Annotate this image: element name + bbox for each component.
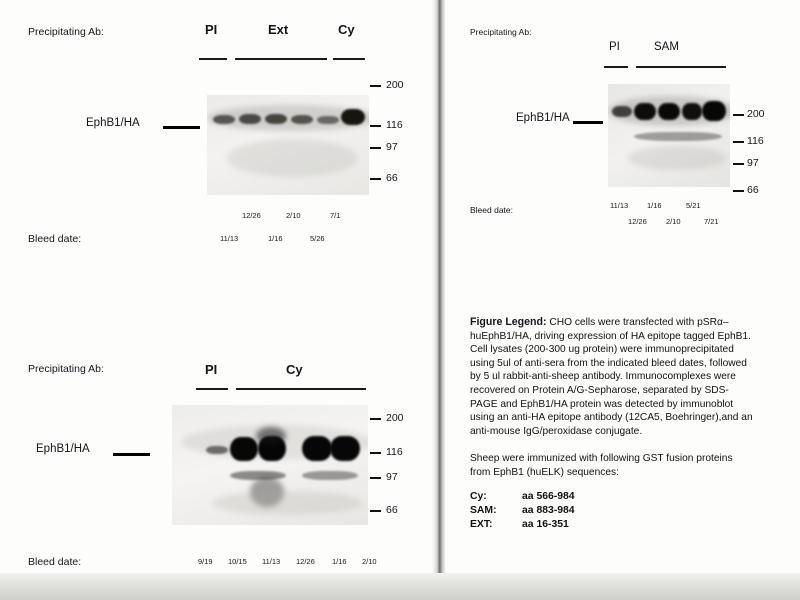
- marker-tick: [370, 147, 381, 149]
- group-rule-cy-top-left: [333, 58, 365, 60]
- band: [291, 115, 313, 124]
- legend-line: using 5ul of anti-sera from the indicated bleed dates, followed: [470, 357, 747, 369]
- bleed-date-label-top-right: Bleed date:: [470, 205, 514, 215]
- blot-image-bottom-left: [172, 405, 368, 525]
- legend-line: recovered on Protein A/G-Sepharose, separated by SDS-: [470, 384, 729, 396]
- marker-label-97-top-right: 97: [747, 157, 759, 169]
- bleed-date-upper: 2/10: [286, 211, 301, 220]
- antibody-group-cy-top-left: Cy: [338, 22, 355, 37]
- marker-tick: [370, 85, 381, 87]
- panel-top-right: [446, 0, 800, 260]
- precipitating-ab-label-top-right: Precipitating Ab:: [470, 27, 532, 37]
- bleed-date-label-bottom-left: Bleed date:: [28, 556, 82, 568]
- bleed-date-upper: 7/1: [330, 211, 341, 220]
- protein-pointer-bottom-left: [113, 453, 150, 456]
- immunogen-range: aa 566-984: [522, 490, 575, 502]
- antibody-group-ext-top-left: Ext: [268, 22, 289, 37]
- band: [330, 436, 360, 461]
- bleed-date-lower: 5/26: [310, 234, 325, 243]
- band: [206, 446, 228, 454]
- marker-label-66-bottom-left: 66: [386, 504, 398, 516]
- bleed-date-upper: 12/26: [242, 211, 261, 220]
- group-rule-pi-top-right: [604, 66, 628, 68]
- marker-label-200-top-right: 200: [747, 108, 765, 120]
- band: [302, 436, 332, 461]
- band: [230, 437, 258, 461]
- legend-line: CHO cells were transfected with pSRα–: [549, 317, 729, 328]
- band: [317, 116, 339, 124]
- group-rule-sam-top-right: [636, 66, 726, 68]
- legend-line: huEphB1/HA, driving expression of HA epitope tagged EphB1.: [470, 330, 751, 342]
- marker-tick: [370, 178, 381, 180]
- marker-label-200-bottom-left: 200: [386, 412, 404, 424]
- legend-line: by 5 ul rabbit-anti-sheep antibody. Immunocomplexes were: [470, 371, 736, 383]
- group-rule-cy-bottom-left: [236, 388, 366, 390]
- marker-label-116-top-left: 116: [386, 119, 403, 131]
- antibody-group-sam-top-right: SAM: [654, 41, 679, 53]
- legend-heading: Figure Legend:: [470, 316, 547, 328]
- marker-tick: [370, 125, 381, 127]
- panel-top-left: [0, 0, 432, 270]
- marker-label-66-top-right: 66: [747, 184, 759, 196]
- marker-tick: [370, 477, 381, 479]
- protein-pointer-top-left: [163, 126, 200, 129]
- legend-first-line: [470, 316, 780, 330]
- panel-bottom-left: [0, 340, 432, 580]
- group-rule-ext-top-left: [235, 58, 327, 60]
- legend-line: using an anti-HA epitope antibody (12CA5, Boehringer),and an: [470, 412, 753, 424]
- protein-pointer-top-right: [573, 121, 603, 124]
- immunogen-name: SAM:: [470, 504, 497, 516]
- page-fold-shadow: [432, 0, 446, 600]
- precipitating-ab-label-bottom-left: Precipitating Ab:: [28, 363, 104, 375]
- marker-label-116-top-right: 116: [747, 135, 764, 147]
- bleed-date: 2/10: [362, 557, 377, 566]
- legend-line: PAGE and EphB1/HA protein was detected by immunoblot: [470, 398, 734, 410]
- blot-image-top-left: [207, 95, 369, 195]
- band: [682, 103, 702, 120]
- bleed-date-upper: 1/16: [647, 201, 662, 210]
- bleed-date: 10/15: [228, 557, 247, 566]
- bleed-date-lower: 12/26: [628, 217, 647, 226]
- band: [612, 106, 632, 117]
- band: [658, 103, 680, 120]
- bleed-date-lower: 11/13: [220, 234, 239, 243]
- antibody-group-pi-top-left: PI: [205, 22, 218, 37]
- marker-tick: [733, 114, 744, 116]
- immunogen-row: [470, 490, 780, 504]
- immunogen-intro-line: from EphB1 (huELK) sequences:: [470, 466, 619, 478]
- band: [213, 115, 235, 124]
- bleed-date-upper: 5/21: [686, 201, 701, 210]
- band: [634, 103, 656, 120]
- immunogen-name: Cy:: [470, 490, 487, 502]
- bleed-date-label-top-left: Bleed date:: [28, 233, 82, 245]
- bleed-date-lower: 7/21: [704, 217, 719, 226]
- antibody-group-pi-bottom-left: PI: [205, 362, 218, 377]
- protein-label-bottom-left: EphB1/HA: [36, 443, 90, 455]
- band: [702, 101, 726, 121]
- bleed-date: 1/16: [332, 557, 347, 566]
- protein-label-top-left: EphB1/HA: [86, 117, 140, 129]
- marker-tick: [733, 163, 744, 165]
- bleed-date-lower: 1/16: [268, 234, 283, 243]
- immunogen-range: aa 16-351: [522, 518, 569, 530]
- antibody-group-cy-bottom-left: Cy: [286, 362, 303, 377]
- group-rule-pi-bottom-left: [196, 388, 228, 390]
- bleed-date: 12/26: [296, 557, 315, 566]
- band: [634, 132, 722, 141]
- marker-tick: [370, 452, 381, 454]
- band: [265, 114, 287, 124]
- bleed-date-upper: 11/13: [610, 201, 629, 210]
- marker-tick: [370, 418, 381, 420]
- marker-label-116-bottom-left: 116: [386, 446, 403, 458]
- marker-label-97-top-left: 97: [386, 141, 398, 153]
- precipitating-ab-label-top-left: Precipitating Ab:: [28, 26, 104, 38]
- bleed-date: 11/13: [262, 557, 281, 566]
- legend-line: anti-mouse IgG/peroxidase conjugate.: [470, 425, 643, 437]
- band: [239, 114, 261, 124]
- figure-legend: [446, 310, 800, 570]
- marker-label-200-top-left: 200: [386, 79, 404, 91]
- marker-tick: [370, 510, 381, 512]
- blot-image-top-right: [608, 84, 730, 187]
- immunogen-range: aa 883-984: [522, 504, 575, 516]
- antibody-group-pi-top-right: PI: [609, 41, 620, 53]
- band: [302, 471, 358, 480]
- bleed-date-lower: 2/10: [666, 217, 681, 226]
- marker-tick: [733, 141, 744, 143]
- bleed-date: 9/19: [198, 557, 213, 566]
- immunogen-row: [470, 518, 780, 532]
- marker-label-66-top-left: 66: [386, 172, 398, 184]
- immunogen-row: [470, 504, 780, 518]
- protein-label-top-right: EphB1/HA: [516, 112, 570, 124]
- marker-label-97-bottom-left: 97: [386, 471, 398, 483]
- immunogen-intro-line: Sheep were immunized with following GST fusion proteins: [470, 453, 733, 465]
- group-rule-pi-top-left: [199, 58, 227, 60]
- band: [341, 109, 365, 125]
- immunogen-name: EXT:: [470, 518, 493, 530]
- legend-line: Cell lysates (200-300 ug protein) were immunoprecipitated: [470, 344, 734, 356]
- marker-tick: [733, 190, 744, 192]
